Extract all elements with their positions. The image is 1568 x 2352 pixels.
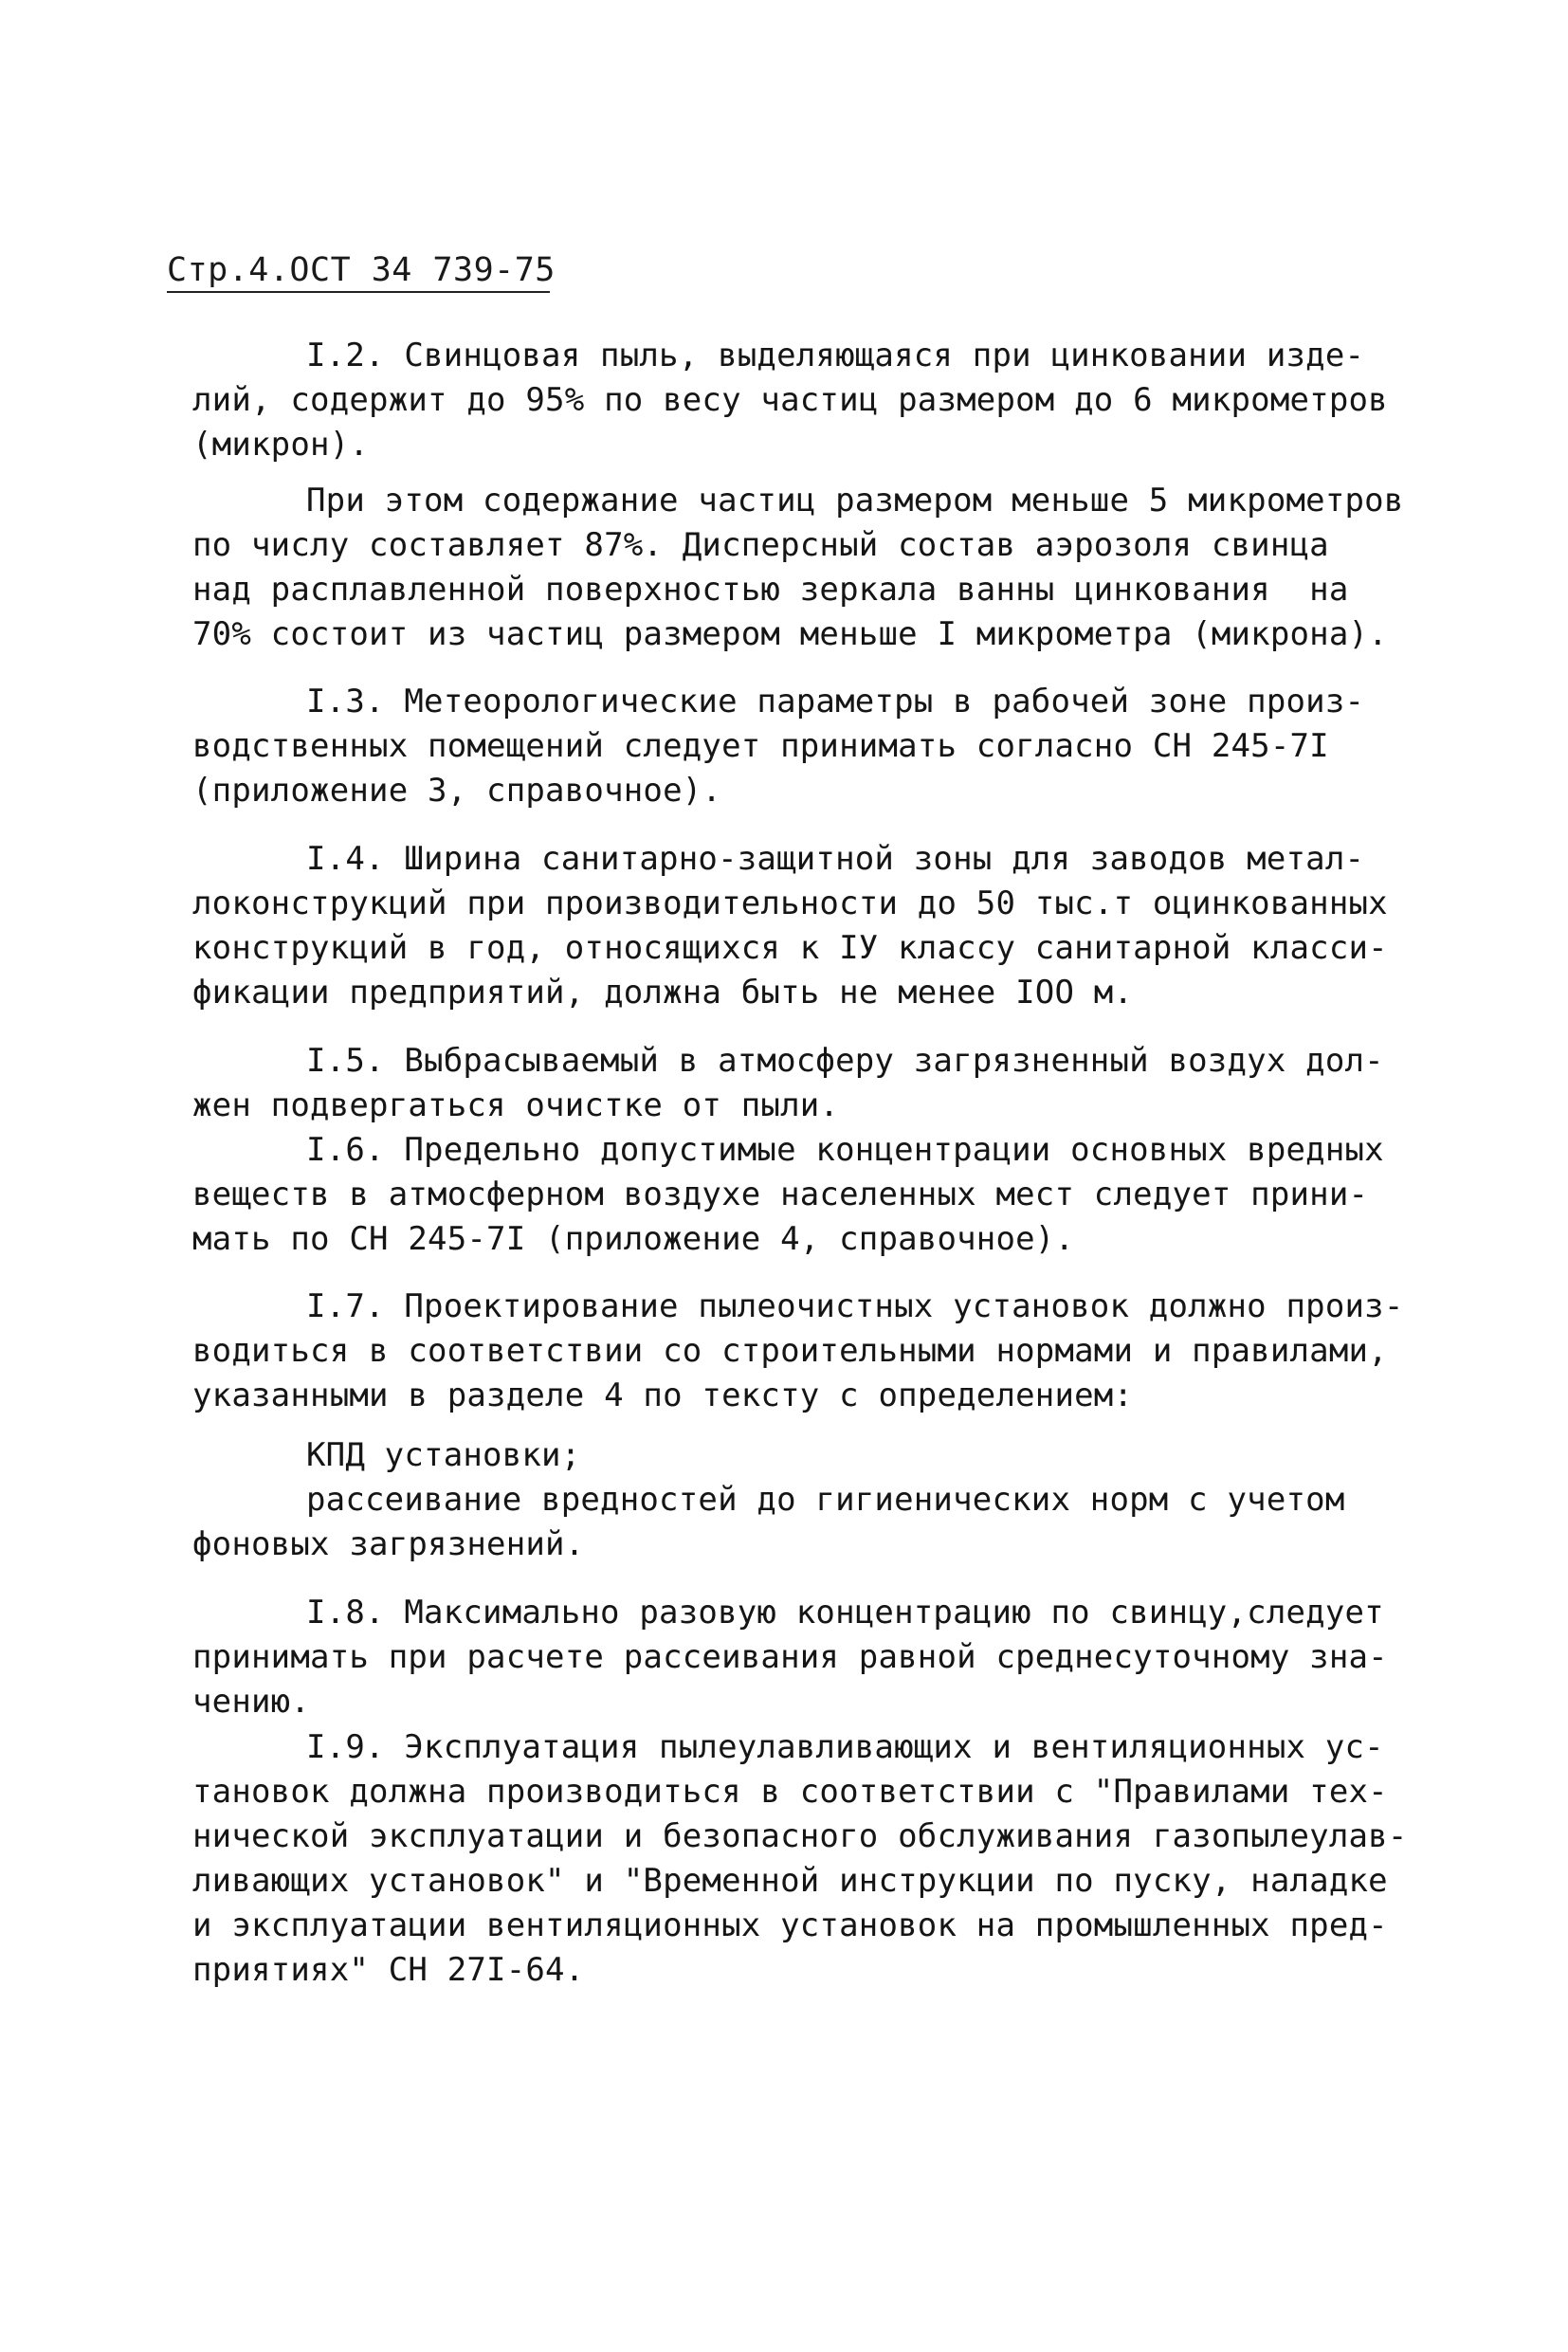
text-line: 70% состоит из частиц размером меньше I микрометра (микрона). [192,615,1388,653]
text-line: I.4. Ширина санитарно-защитной зоны для заводов метал- [306,840,1365,878]
text-line: принимать при расчете рассеивания равной среднесуточному зна- [192,1638,1388,1676]
text-line: лий, содержит до 95% по весу частиц размером до 6 микрометров [192,381,1388,419]
text-line: I.5. Выбрасываемый в атмосферу загрязненный воздух дол- [306,1042,1384,1080]
text-line: фикации предприятий, должна быть не менее IОО м. [192,974,1134,1012]
text-line: I.7. Проектирование пылеочистных установок должно произ- [306,1287,1404,1325]
text-line: I.8. Максимально разовую концентрацию по свинцу,следует [306,1594,1384,1632]
text-line: приятиях" СН 27I-64. [192,1951,585,1989]
text-line: тановок должна производиться в соответствии с "Правилами тех- [192,1773,1388,1811]
text-line: I.2. Свинцовая пыль, выделяющаяся при цинковании изде- [306,337,1365,374]
text-line: конструкций в год, относящихся к IУ классу санитарной класси- [192,929,1388,967]
text-line: (микрон). [192,426,370,464]
text-line: веществ в атмосферном воздухе населенных мест следует прини- [192,1176,1369,1213]
text-line: мать по СН 245-7I (приложение 4, справочное). [192,1220,1075,1258]
text-line: I.3. Метеорологические параметры в рабочей зоне произ- [306,683,1365,720]
text-line: рассеивание вредностей до гигиенических норм с учетом [306,1481,1345,1519]
text-line: I.9. Эксплуатация пылеулавливающих и вентиляционных ус- [306,1728,1384,1766]
text-line: по числу составляет 87%. Дисперсный состав аэрозоля свинца [192,526,1329,564]
text-line: При этом содержание частиц размером меньше 5 микрометров [306,482,1404,520]
text-line: нической эксплуатации и безопасного обслуживания газопылеулав- [192,1817,1408,1855]
text-line: I.6. Предельно допустимые концентрации основных вредных [306,1131,1384,1169]
text-line: ливающих установок" и "Временной инструкции по пуску, наладке [192,1862,1388,1900]
text-line: локонструкций при производительности до 50 тыс.т оцинкованных [192,884,1388,922]
text-line: жен подвергаться очистке от пыли. [192,1086,840,1124]
text-line: чению. [192,1683,311,1721]
text-line: над расплавленной поверхностью зеркала ванны цинкования на [192,571,1349,609]
text-line: и эксплуатации вентиляционных установок на промышленных пред- [192,1906,1388,1944]
text-line: указанными в разделе 4 по тексту с определением: [192,1377,1134,1414]
text-line: КПД установки; [306,1436,581,1474]
text-line: водиться в соответствии со строительными нормами и правилами, [192,1332,1388,1370]
text-line: (приложение 3, справочное). [192,772,722,810]
text-line: фоновых загрязнений. [192,1525,585,1563]
page-header: Стр.4.ОСТ 34 739-75 [167,251,556,289]
text-line: водственных помещений следует принимать согласно СН 245-7I [192,727,1329,765]
